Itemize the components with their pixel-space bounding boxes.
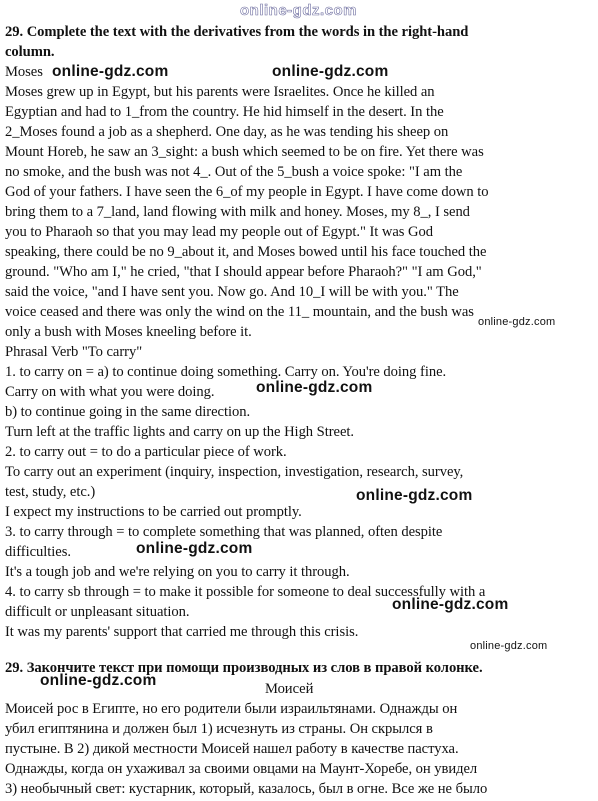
phrasal-line: 1. to carry on = a) to continue doing something. Carry on. You're doing fine. bbox=[5, 364, 447, 380]
translation-title: Моисей bbox=[265, 681, 314, 697]
watermark: online-gdz.com bbox=[136, 540, 253, 557]
phrasal-line: It's a tough job and we're relying on you to carry it through. bbox=[5, 564, 350, 580]
watermark: online-gdz.com bbox=[478, 316, 556, 328]
phrasal-line: Turn left at the traffic lights and carry on up the High Street. bbox=[5, 424, 354, 440]
phrasal-line: I expect my instructions to be carried out promptly. bbox=[5, 504, 302, 520]
text-line: only a bush with Moses kneeling before it. bbox=[5, 324, 252, 340]
translation-line: пустыне. В 2) дикой местности Моисей нашел работу в качестве пастуха. bbox=[5, 741, 459, 757]
text-line: Moses grew up in Egypt, but his parents were Israelites. Once he killed an bbox=[5, 84, 435, 100]
watermark: online-gdz.com bbox=[40, 672, 157, 689]
text-line: you to Pharaoh so that you may lead my people out of Egypt." It was God bbox=[5, 224, 433, 240]
translation-heading: 29. Закончите текст при помощи производных из слов в правой колонке. bbox=[5, 660, 483, 676]
phrasal-line: test, study, etc.) bbox=[5, 484, 96, 500]
watermark-top: online-gdz.com bbox=[240, 2, 357, 19]
phrasal-heading: Phrasal Verb "To carry" bbox=[5, 344, 143, 360]
phrasal-line: 2. to carry out = to do a particular piece of work. bbox=[5, 444, 287, 460]
watermark: online-gdz.com bbox=[356, 487, 473, 504]
exercise-heading-continued: column. bbox=[5, 44, 55, 60]
watermark: online-gdz.com bbox=[256, 379, 373, 396]
text-title: Moses bbox=[5, 64, 43, 80]
phrasal-line: Carry on with what you were doing. bbox=[5, 384, 215, 400]
phrasal-line: b) to continue going in the same direction. bbox=[5, 404, 251, 420]
watermark: online-gdz.com bbox=[52, 63, 169, 80]
phrasal-line: It was my parents' support that carried me through this crisis. bbox=[5, 624, 359, 640]
text-line: Mount Horeb, he saw an 3_sight: a bush which seemed to be on fire. Yet there was bbox=[5, 144, 484, 160]
phrasal-line: 3. to carry through = to complete something that was planned, often despite bbox=[5, 524, 443, 540]
text-line: 2_Moses found a job as a shepherd. One day, as he was tending his sheep on bbox=[5, 124, 449, 140]
watermark: online-gdz.com bbox=[392, 596, 509, 613]
text-line: God of your fathers. I have seen the 6_of my people in Egypt. I have come down to bbox=[5, 184, 489, 200]
text-line: Egyptian and had to 1_from the country. He hid himself in the desert. In the bbox=[5, 104, 444, 120]
watermark: online-gdz.com bbox=[272, 63, 389, 80]
phrasal-line: 4. to carry sb through = to make it possible for someone to deal successfully with a bbox=[5, 584, 486, 600]
translation-line: Однажды, когда он ухаживал за своими овцами на Маунт-Хоребе, он увидел bbox=[5, 761, 478, 777]
text-line: speaking, there could be no 9_about it, and Moses bowed until his face touched the bbox=[5, 244, 487, 260]
watermark: online-gdz.com bbox=[470, 640, 548, 652]
text-line: bring them to a 7_land, land flowing with milk and honey. Moses, my 8_, I send bbox=[5, 204, 470, 220]
translation-line: 3) необычный свет: кустарник, который, казалось, был в огне. Все же не было bbox=[5, 781, 488, 797]
text-line: said the voice, "and I have sent you. Now go. And 10_I will be with you." The bbox=[5, 284, 459, 300]
translation-line: убил египтянина и должен был 1) исчезнуть из страны. Он скрылся в bbox=[5, 721, 433, 737]
phrasal-line: To carry out an experiment (inquiry, inspection, investigation, research, survey, bbox=[5, 464, 464, 480]
exercise-heading: 29. Complete the text with the derivatives from the words in the right-hand bbox=[5, 24, 469, 40]
phrasal-line: difficulties. bbox=[5, 544, 71, 560]
phrasal-line: difficult or unpleasant situation. bbox=[5, 604, 190, 620]
translation-line: Моисей рос в Египте, но его родители были израильтянами. Однажды он bbox=[5, 701, 458, 717]
text-line: voice ceased and there was only the wind on the 11_ mountain, and the bush was bbox=[5, 304, 474, 320]
text-line: ground. "Who am I," he cried, "that I should appear before Pharaoh?" "I am God," bbox=[5, 264, 482, 280]
text-line: no smoke, and the bush was not 4_. Out of the 5_bush a voice spoke: "I am the bbox=[5, 164, 463, 180]
